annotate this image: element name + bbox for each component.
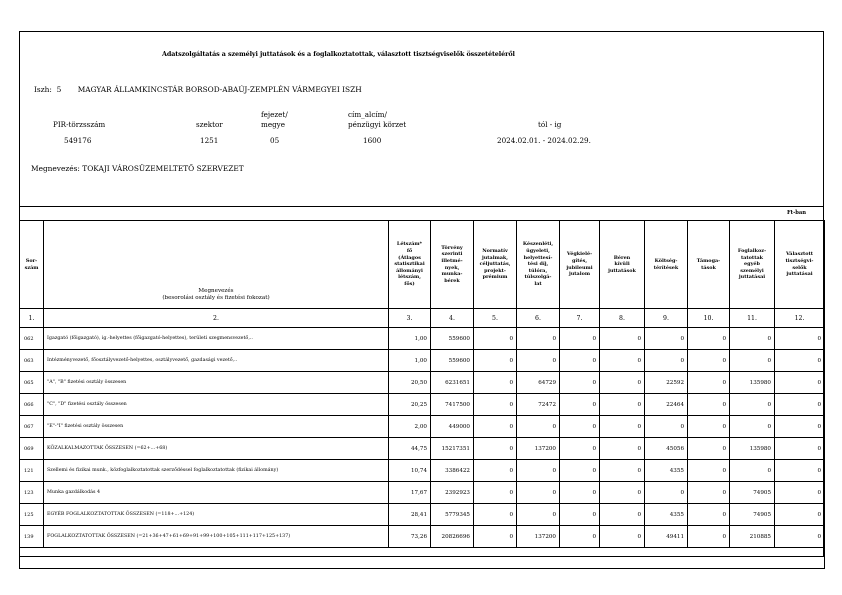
row-value: 0 xyxy=(688,526,730,548)
row-value: 0 xyxy=(560,460,600,482)
row-value: 137200 xyxy=(517,438,560,460)
iszh-line xyxy=(34,85,362,94)
col-header-keszenleti: Készenléti, ügyeleti, helyettesí- tési díj, túlóra, túlszolgá- lat xyxy=(517,221,560,309)
row-value: 0 xyxy=(600,416,645,438)
row-value: 20,50 xyxy=(389,372,431,394)
row-label: FOGLALKOZTATOTTAK ÖSSZESEN (=21+36+47+61+69+91+99+100+105+111+117+125+137) xyxy=(44,526,389,548)
row-value: 0 xyxy=(775,526,825,548)
row-value: 0 xyxy=(560,482,600,504)
row-value: 0 xyxy=(775,504,825,526)
row-value: 49411 xyxy=(645,526,688,548)
col-index: 8. xyxy=(600,309,645,328)
row-value: 0 xyxy=(775,438,825,460)
row-label: Intézményvezető, főosztályvezető-helyettes, osztályvezető, gazdasági vezető,.. xyxy=(44,350,389,372)
table-header-row xyxy=(20,221,825,309)
row-value: 0 xyxy=(688,438,730,460)
col-header-koltsegterites: Költség- térítések xyxy=(645,221,688,309)
row-value: 6231651 xyxy=(431,372,474,394)
unit-label: Ft-ban xyxy=(787,210,806,216)
table-row xyxy=(20,526,825,548)
korzet-value: 1600 xyxy=(363,136,382,145)
row-value: 0 xyxy=(600,372,645,394)
row-value: 0 xyxy=(600,460,645,482)
row-value: 0 xyxy=(775,460,825,482)
row-value: 0 xyxy=(600,504,645,526)
fejezet-label-2: megye xyxy=(261,120,285,129)
row-value: 0 xyxy=(474,438,517,460)
row-label: EGYÉB FOGLALKOZTATOTTAK ÖSSZESEN (=118+...+124) xyxy=(44,504,389,526)
row-code: 065 xyxy=(20,372,44,394)
row-value: 449000 xyxy=(431,416,474,438)
empty-row xyxy=(20,548,825,569)
row-value: 0 xyxy=(474,372,517,394)
row-value: 135980 xyxy=(730,372,775,394)
col-header-egyeb: Foglalkoz- tatottak egyéb személyi juttatásai xyxy=(730,221,775,309)
row-code: 062 xyxy=(20,328,44,350)
report-title: Adatszolgáltatás a személyi juttatások és a foglalkoztatottak, választott tisztségviselők összetételéről xyxy=(162,50,515,58)
row-value: 72472 xyxy=(517,394,560,416)
row-value: 2,00 xyxy=(389,416,431,438)
megnevezes-label: Megnevezés: xyxy=(31,164,80,173)
row-value: 3386422 xyxy=(431,460,474,482)
data-table xyxy=(19,220,825,569)
row-value: 7417500 xyxy=(431,394,474,416)
row-value: 4355 xyxy=(645,504,688,526)
col-header-beren-kivuli: Béren kívüli juttatások xyxy=(600,221,645,309)
col-index: 6. xyxy=(517,309,560,328)
col-index: 1. xyxy=(20,309,44,328)
row-label: KÖZALKALMAZOTTAK ÖSSZESEN (=62+...+68) xyxy=(44,438,389,460)
row-value: 0 xyxy=(600,526,645,548)
row-value: 74905 xyxy=(730,504,775,526)
row-value: 0 xyxy=(775,394,825,416)
table-row xyxy=(20,328,825,350)
period-value: 2024.02.01. - 2024.02.29. xyxy=(497,136,591,145)
fejezet-label-1: fejezet/ xyxy=(261,110,288,119)
megnevezes-value: TOKAJI VÁROSÜZEMELTETŐ SZERVEZET xyxy=(82,164,244,173)
row-value: 0 xyxy=(474,482,517,504)
col-index: 7. xyxy=(560,309,600,328)
row-value: 1,00 xyxy=(389,328,431,350)
iszh-name: MAGYAR ÁLLAMKINCSTÁR BORSOD-ABAÚJ-ZEMPLÉN VÁRMEGYEI ISZH xyxy=(77,85,362,94)
col-index: 2. xyxy=(44,309,389,328)
row-value: 20826696 xyxy=(431,526,474,548)
row-code: 139 xyxy=(20,526,44,548)
row-value: 0 xyxy=(474,328,517,350)
col-index: 9. xyxy=(645,309,688,328)
row-code: 066 xyxy=(20,394,44,416)
row-code: 121 xyxy=(20,460,44,482)
row-value: 28,41 xyxy=(389,504,431,526)
row-value: 559600 xyxy=(431,350,474,372)
row-label: Munka gazdálkodás 4 xyxy=(44,482,389,504)
row-value: 22464 xyxy=(645,394,688,416)
col-header-normativ: Normatív jutalmak, céljuttatás, projekt- prémium xyxy=(474,221,517,309)
row-value: 0 xyxy=(688,482,730,504)
row-code: 125 xyxy=(20,504,44,526)
row-value: 0 xyxy=(474,526,517,548)
row-value: 0 xyxy=(560,372,600,394)
row-value: 0 xyxy=(600,350,645,372)
row-value: 45056 xyxy=(645,438,688,460)
row-label: "E"-"I" fizetési osztály összesen xyxy=(44,416,389,438)
row-code: 069 xyxy=(20,438,44,460)
row-value: 4355 xyxy=(645,460,688,482)
col-index: 12. xyxy=(775,309,825,328)
row-value: 0 xyxy=(560,394,600,416)
col-header-vegkielegites: Végkielé- gítés, jubileumi jutalom xyxy=(560,221,600,309)
row-value: 0 xyxy=(560,504,600,526)
row-label: "C", "D" fizetési osztály összesen xyxy=(44,394,389,416)
row-value: 2392923 xyxy=(431,482,474,504)
row-label: Igazgató (főigazgató), ig.-helyettes (főigazgató-helyettes), területi szegmensvezető,.. xyxy=(44,328,389,350)
row-value: 0 xyxy=(730,460,775,482)
row-value: 73,26 xyxy=(389,526,431,548)
row-value: 0 xyxy=(688,394,730,416)
megnevezes-line xyxy=(31,164,244,173)
row-value: 0 xyxy=(560,416,600,438)
row-value: 0 xyxy=(474,504,517,526)
row-value: 0 xyxy=(688,416,730,438)
row-value: 0 xyxy=(688,372,730,394)
row-value: 22592 xyxy=(645,372,688,394)
table-row xyxy=(20,460,825,482)
row-value: 74905 xyxy=(730,482,775,504)
row-value: 135980 xyxy=(730,438,775,460)
row-value: 5779345 xyxy=(431,504,474,526)
col-index: 11. xyxy=(730,309,775,328)
table-row xyxy=(20,438,825,460)
row-label: Szellemi és fizikai munk., közfoglalkoztatottak szerződéssel foglalkoztatottak (fizikai állomány) xyxy=(44,460,389,482)
row-value: 559600 xyxy=(431,328,474,350)
row-value: 0 xyxy=(560,438,600,460)
row-code: 067 xyxy=(20,416,44,438)
row-value: 210885 xyxy=(730,526,775,548)
row-value: 0 xyxy=(775,350,825,372)
megye-value: 05 xyxy=(270,136,280,145)
row-value: 0 xyxy=(600,328,645,350)
row-value: 0 xyxy=(517,328,560,350)
row-value: 0 xyxy=(645,350,688,372)
row-value: 0 xyxy=(517,460,560,482)
szektor-label: szektor xyxy=(196,120,223,129)
row-value: 0 xyxy=(474,350,517,372)
row-value: 0 xyxy=(560,328,600,350)
section-divider xyxy=(19,206,824,207)
table-row xyxy=(20,504,825,526)
row-value: 64729 xyxy=(517,372,560,394)
col-header-letszam: Létszám* fő (Átlagos statisztikai állományi létszám, fős) xyxy=(389,221,431,309)
pir-label: PIR-törzsszám xyxy=(53,120,106,129)
row-value: 0 xyxy=(517,350,560,372)
col-header-illetmeny: Törvény szerinti illetmé- nyek, munka- bérek xyxy=(431,221,474,309)
row-value: 0 xyxy=(688,504,730,526)
iszh-number: 5 xyxy=(56,85,62,94)
col-index: 4. xyxy=(431,309,474,328)
row-value: 0 xyxy=(645,416,688,438)
pir-value: 549176 xyxy=(64,136,92,145)
col-index: 10. xyxy=(688,309,730,328)
row-value: 0 xyxy=(560,350,600,372)
row-value: 137200 xyxy=(517,526,560,548)
col-header-valasztott: Választott tisztségvi- selők juttatásai xyxy=(775,221,825,309)
row-value: 0 xyxy=(560,526,600,548)
table-row xyxy=(20,394,825,416)
row-value: 0 xyxy=(600,482,645,504)
row-value: 0 xyxy=(688,328,730,350)
row-value: 0 xyxy=(775,372,825,394)
row-value: 20,25 xyxy=(389,394,431,416)
row-value: 0 xyxy=(517,504,560,526)
table-row xyxy=(20,372,825,394)
cim-label-2: pénzügyi körzet xyxy=(348,120,407,129)
cim-label-1: cím_alcím/ xyxy=(348,110,387,119)
row-value: 0 xyxy=(474,394,517,416)
row-label: "A", "B" fizetési osztály összesen xyxy=(44,372,389,394)
row-value: 0 xyxy=(600,438,645,460)
col-header-tamogatas: Támoga- tások xyxy=(688,221,730,309)
row-value: 0 xyxy=(730,394,775,416)
row-code: 063 xyxy=(20,350,44,372)
row-value: 0 xyxy=(730,350,775,372)
row-value: 0 xyxy=(730,328,775,350)
row-value: 0 xyxy=(645,328,688,350)
row-value: 1,00 xyxy=(389,350,431,372)
tol-ig-label: tól - ig xyxy=(538,120,562,129)
iszh-label: Iszh: xyxy=(34,85,52,94)
table-row xyxy=(20,350,825,372)
row-value: 0 xyxy=(474,416,517,438)
column-index-row xyxy=(20,309,825,328)
row-value: 0 xyxy=(688,350,730,372)
row-value: 17,67 xyxy=(389,482,431,504)
row-value: 0 xyxy=(517,416,560,438)
row-value: 44,75 xyxy=(389,438,431,460)
row-value: 0 xyxy=(645,482,688,504)
szektor-value: 1251 xyxy=(200,136,219,145)
row-value: 0 xyxy=(730,416,775,438)
row-value: 0 xyxy=(775,416,825,438)
col-header-sor: Sor- szám xyxy=(20,221,44,309)
col-header-megnevezes: Megnevezés (besorolási osztály és fizetési fokozat) xyxy=(44,221,389,309)
row-code: 123 xyxy=(20,482,44,504)
row-value: 10,74 xyxy=(389,460,431,482)
col-index: 5. xyxy=(474,309,517,328)
row-value: 15217351 xyxy=(431,438,474,460)
empty-cell xyxy=(20,548,825,569)
row-value: 0 xyxy=(474,460,517,482)
table-row xyxy=(20,482,825,504)
row-value: 0 xyxy=(688,460,730,482)
col-index: 3. xyxy=(389,309,431,328)
row-value: 0 xyxy=(775,482,825,504)
row-value: 0 xyxy=(775,328,825,350)
table-row xyxy=(20,416,825,438)
row-value: 0 xyxy=(600,394,645,416)
row-value: 0 xyxy=(517,482,560,504)
